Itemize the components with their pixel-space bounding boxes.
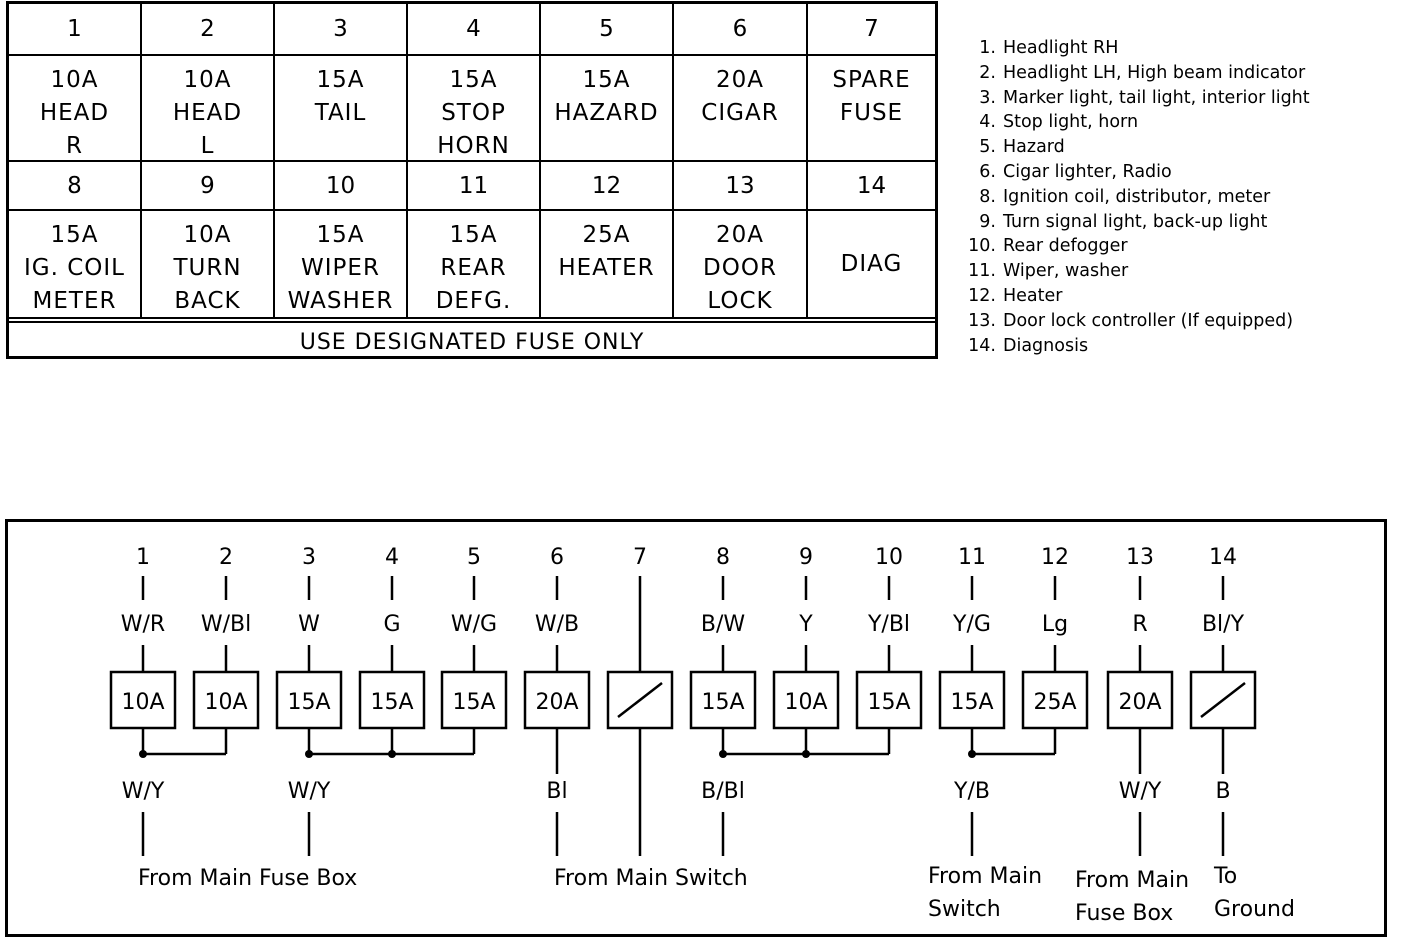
- fuse-label-cell: [142, 56, 275, 162]
- fuse-number-cell: 3: [275, 4, 408, 56]
- fuse-label-cell: [408, 211, 541, 319]
- fuse-circuit-label: R: [66, 133, 83, 159]
- fuse-number-cell: 6: [674, 4, 808, 56]
- fuse-circuit-label: CIGAR: [701, 100, 779, 126]
- circuit-number: 6: [550, 545, 564, 570]
- legend-item: [954, 160, 1394, 185]
- legend-item: [954, 110, 1394, 135]
- junction-dot: [802, 750, 810, 758]
- fuse-label-cell: [9, 211, 142, 319]
- fuse-circuit-label: IG. COIL: [24, 255, 125, 281]
- fuse-rating: 15A: [701, 690, 745, 715]
- junction-dot: [139, 750, 147, 758]
- fuse-box-table: [6, 1, 938, 359]
- fuse-amperage: 20A: [715, 222, 764, 248]
- legend-text: Heater: [1003, 285, 1063, 306]
- supply-wire-label: Y/B: [954, 779, 990, 804]
- wire-color-label: W/R: [120, 612, 166, 637]
- legend-text: Stop light, horn: [1003, 112, 1139, 133]
- fuse-number-cell: 7: [808, 4, 935, 56]
- legend-text: Wiper, washer: [1003, 261, 1129, 282]
- fuse-circuit-label: HORN: [437, 133, 510, 159]
- supply-wire-label: W/Y: [121, 779, 165, 804]
- wire-color-label: Bl/Y: [1201, 612, 1245, 637]
- legend-item: [954, 36, 1394, 61]
- fuse-label-cell: [674, 211, 808, 319]
- legend-item: [954, 334, 1394, 359]
- wire-color-label: B/W: [700, 612, 746, 637]
- fuse-label-cell: [808, 56, 935, 162]
- fuse-rating: 15A: [950, 690, 994, 715]
- fuse-rating: 15A: [452, 690, 496, 715]
- junction-dot: [719, 750, 727, 758]
- junction-dot: [968, 750, 976, 758]
- legend-item: [954, 259, 1394, 284]
- fuse-number-cell: 11: [408, 162, 541, 211]
- fuse-circuit-label: STOP: [441, 100, 506, 126]
- circuit-number: 13: [1126, 545, 1154, 570]
- fuse-number-row-1: [9, 4, 935, 56]
- fuse-circuit-label: WASHER: [287, 288, 394, 314]
- fuse-amperage: 15A: [316, 67, 365, 93]
- source-label: [1214, 860, 1295, 926]
- fuse-circuit-label: TURN: [173, 255, 242, 281]
- fuse-rating: 10A: [204, 690, 248, 715]
- legend-text: Turn signal light, back-up light: [1003, 211, 1268, 232]
- fuse-circuit-label: HEATER: [558, 255, 655, 281]
- wire-color-label: W/B: [534, 612, 580, 637]
- wire-color-label: W: [298, 612, 320, 637]
- legend-number: 14.: [968, 335, 996, 356]
- legend-number: 10.: [968, 236, 996, 257]
- fuse-rating: 20A: [1118, 690, 1162, 715]
- circuit-number: 5: [467, 545, 481, 570]
- wiring-diagram: [5, 519, 1387, 937]
- legend-number: 1.: [979, 38, 996, 58]
- fuse-rating: 20A: [535, 690, 579, 715]
- supply-wire-label: Bl: [546, 779, 568, 804]
- fuse-amperage: 10A: [183, 67, 232, 93]
- legend-number: 3.: [979, 87, 996, 108]
- legend-item: [954, 185, 1394, 210]
- fuse-circuit-label: HEAD: [172, 100, 243, 126]
- legend-item: [954, 309, 1394, 334]
- source-label-line: From Main: [928, 864, 1043, 889]
- circuit-number: 8: [716, 545, 730, 570]
- fuse-number-row-2: [9, 162, 935, 211]
- fuse-number-cell: 2: [142, 4, 275, 56]
- source-label: [1075, 864, 1189, 930]
- legend-number: 5.: [979, 137, 996, 158]
- legend-number: 13.: [968, 310, 996, 331]
- supply-wire-label: W/Y: [1118, 779, 1162, 804]
- legend-item: [954, 61, 1394, 86]
- fuse-amperage: 25A: [582, 222, 631, 248]
- junction-dot: [388, 750, 396, 758]
- legend-number: 11.: [968, 261, 996, 282]
- fuse-amperage: 15A: [50, 222, 99, 248]
- circuit-number: 3: [302, 545, 316, 570]
- fuse-number-cell: 12: [541, 162, 674, 211]
- fuse-number-cell: 13: [674, 162, 808, 211]
- wire-color-label: W/Bl: [200, 612, 252, 637]
- fuse-rating: 10A: [121, 690, 165, 715]
- fuse-label-cell: [275, 56, 408, 162]
- circuit-number: 11: [958, 545, 986, 570]
- fuse-circuit-label: TAIL: [314, 100, 367, 126]
- fuse-label-cell: [541, 56, 674, 162]
- circuit-number: 12: [1041, 545, 1069, 570]
- fuse-label-cell: [808, 211, 935, 319]
- fuse-rating: 15A: [867, 690, 911, 715]
- fuse-amperage: 20A: [715, 67, 764, 93]
- fuse-label-row-1: [9, 56, 935, 162]
- wire-color-label: Y: [799, 612, 813, 637]
- fuse-number-cell: 1: [9, 4, 142, 56]
- legend-number: 9.: [979, 211, 996, 232]
- legend-text: Hazard: [1003, 137, 1065, 158]
- legend-text: Cigar lighter, Radio: [1003, 161, 1172, 182]
- fuse-amperage: 10A: [50, 67, 99, 93]
- fuse-circuit-label: HAZARD: [554, 100, 659, 126]
- legend-text: Headlight LH, High beam indicator: [1003, 62, 1306, 83]
- fuse-number-cell: 8: [9, 162, 142, 211]
- fuse-circuit-label: WIPER: [301, 255, 380, 281]
- source-label: [928, 860, 1042, 926]
- junction-dot: [305, 750, 313, 758]
- circuit-number: 4: [385, 545, 399, 570]
- fuse-legend: [954, 36, 1394, 358]
- fuse-number-cell: 14: [808, 162, 935, 211]
- supply-wire-label: B: [1215, 779, 1231, 804]
- fuse-circuit-label: L: [200, 133, 215, 159]
- fuse-circuit-label: DOOR: [703, 255, 777, 281]
- fuse-rating: 15A: [287, 690, 331, 715]
- circuit-number: 2: [219, 545, 233, 570]
- circuit-number: 10: [875, 545, 903, 570]
- legend-text: Rear defogger: [1003, 236, 1128, 257]
- legend-number: 6.: [979, 161, 996, 182]
- fuse-circuit-label: METER: [32, 288, 117, 314]
- legend-text: Ignition coil, distributor, meter: [1003, 186, 1271, 207]
- fuse-label-cell: [408, 56, 541, 162]
- circuit-number: 9: [799, 545, 813, 570]
- wire-color-label: Lg: [1041, 612, 1069, 637]
- fuse-amperage: 15A: [316, 222, 365, 248]
- legend-number: 2.: [979, 62, 996, 83]
- wire-color-label: G: [383, 612, 401, 637]
- source-label-line: Fuse Box: [1075, 901, 1174, 926]
- wire-color-label: R: [1132, 612, 1148, 637]
- legend-item: [954, 86, 1394, 111]
- fuse-rating: 10A: [784, 690, 828, 715]
- supply-wire-label: W/Y: [287, 779, 331, 804]
- source-label-line: From Main Switch: [554, 866, 748, 891]
- fuse-rating: 25A: [1033, 690, 1077, 715]
- fuse-number-cell: 10: [275, 162, 408, 211]
- legend-number: 12.: [968, 285, 996, 306]
- source-label: [138, 862, 357, 895]
- circuit-number: 7: [633, 545, 647, 570]
- fuse-amperage: 15A: [582, 67, 631, 93]
- wire-color-label: Y/G: [953, 612, 991, 637]
- source-label-line: From Main Fuse Box: [138, 866, 358, 891]
- fuse-label-cell: [541, 211, 674, 319]
- legend-number: 4.: [979, 112, 996, 133]
- circuit-number: 1: [136, 545, 150, 570]
- source-label-line: From Main: [1075, 868, 1190, 893]
- fuse-amperage: 15A: [449, 222, 498, 248]
- fuse-amperage: SPARE: [832, 67, 911, 93]
- source-label-line: Ground: [1214, 897, 1295, 922]
- source-label-line: To: [1214, 864, 1238, 889]
- supply-wire-label: B/Bl: [701, 779, 745, 804]
- legend-item: [954, 135, 1394, 160]
- fuse-label-row-2: [9, 211, 935, 319]
- fuse-label-cell: [9, 56, 142, 162]
- legend-text: Diagnosis: [1003, 335, 1089, 356]
- fuse-number-cell: 4: [408, 4, 541, 56]
- fuse-number-cell: 9: [142, 162, 275, 211]
- wire-color-label: Y/Bl: [867, 612, 911, 637]
- fuse-circuit-label: DIAG: [840, 250, 903, 277]
- wire-color-label: W/G: [450, 612, 498, 637]
- fuse-label-cell: [275, 211, 408, 319]
- fuse-circuit-label: REAR: [440, 255, 507, 281]
- fuse-amperage: 15A: [449, 67, 498, 93]
- fuse-label-cell: [142, 211, 275, 319]
- fuse-amperage: 10A: [183, 222, 232, 248]
- legend-text: Door lock controller (If equipped): [1003, 310, 1294, 331]
- fuse-circuit-label: BACK: [174, 288, 241, 314]
- legend-number: 8.: [979, 186, 996, 207]
- fuse-number-cell: 5: [541, 4, 674, 56]
- fuse-rating: 15A: [370, 690, 414, 715]
- legend-item: [954, 284, 1394, 309]
- legend-text: Marker light, tail light, interior light: [1003, 87, 1310, 108]
- circuit-number: 14: [1209, 545, 1237, 570]
- fuse-circuit-label: DEFG.: [435, 288, 512, 314]
- legend-text: Headlight RH: [1003, 38, 1119, 58]
- fuse-circuit-label: LOCK: [707, 288, 773, 314]
- legend-item: [954, 234, 1394, 259]
- source-label: [554, 862, 748, 895]
- source-label-line: Switch: [928, 897, 1001, 922]
- fuse-circuit-label: FUSE: [839, 100, 904, 126]
- fuse-circuit-label: HEAD: [39, 100, 110, 126]
- fuse-label-cell: [674, 56, 808, 162]
- legend-item: [954, 210, 1394, 235]
- fuse-warning-note: USE DESIGNATED FUSE ONLY: [9, 321, 935, 361]
